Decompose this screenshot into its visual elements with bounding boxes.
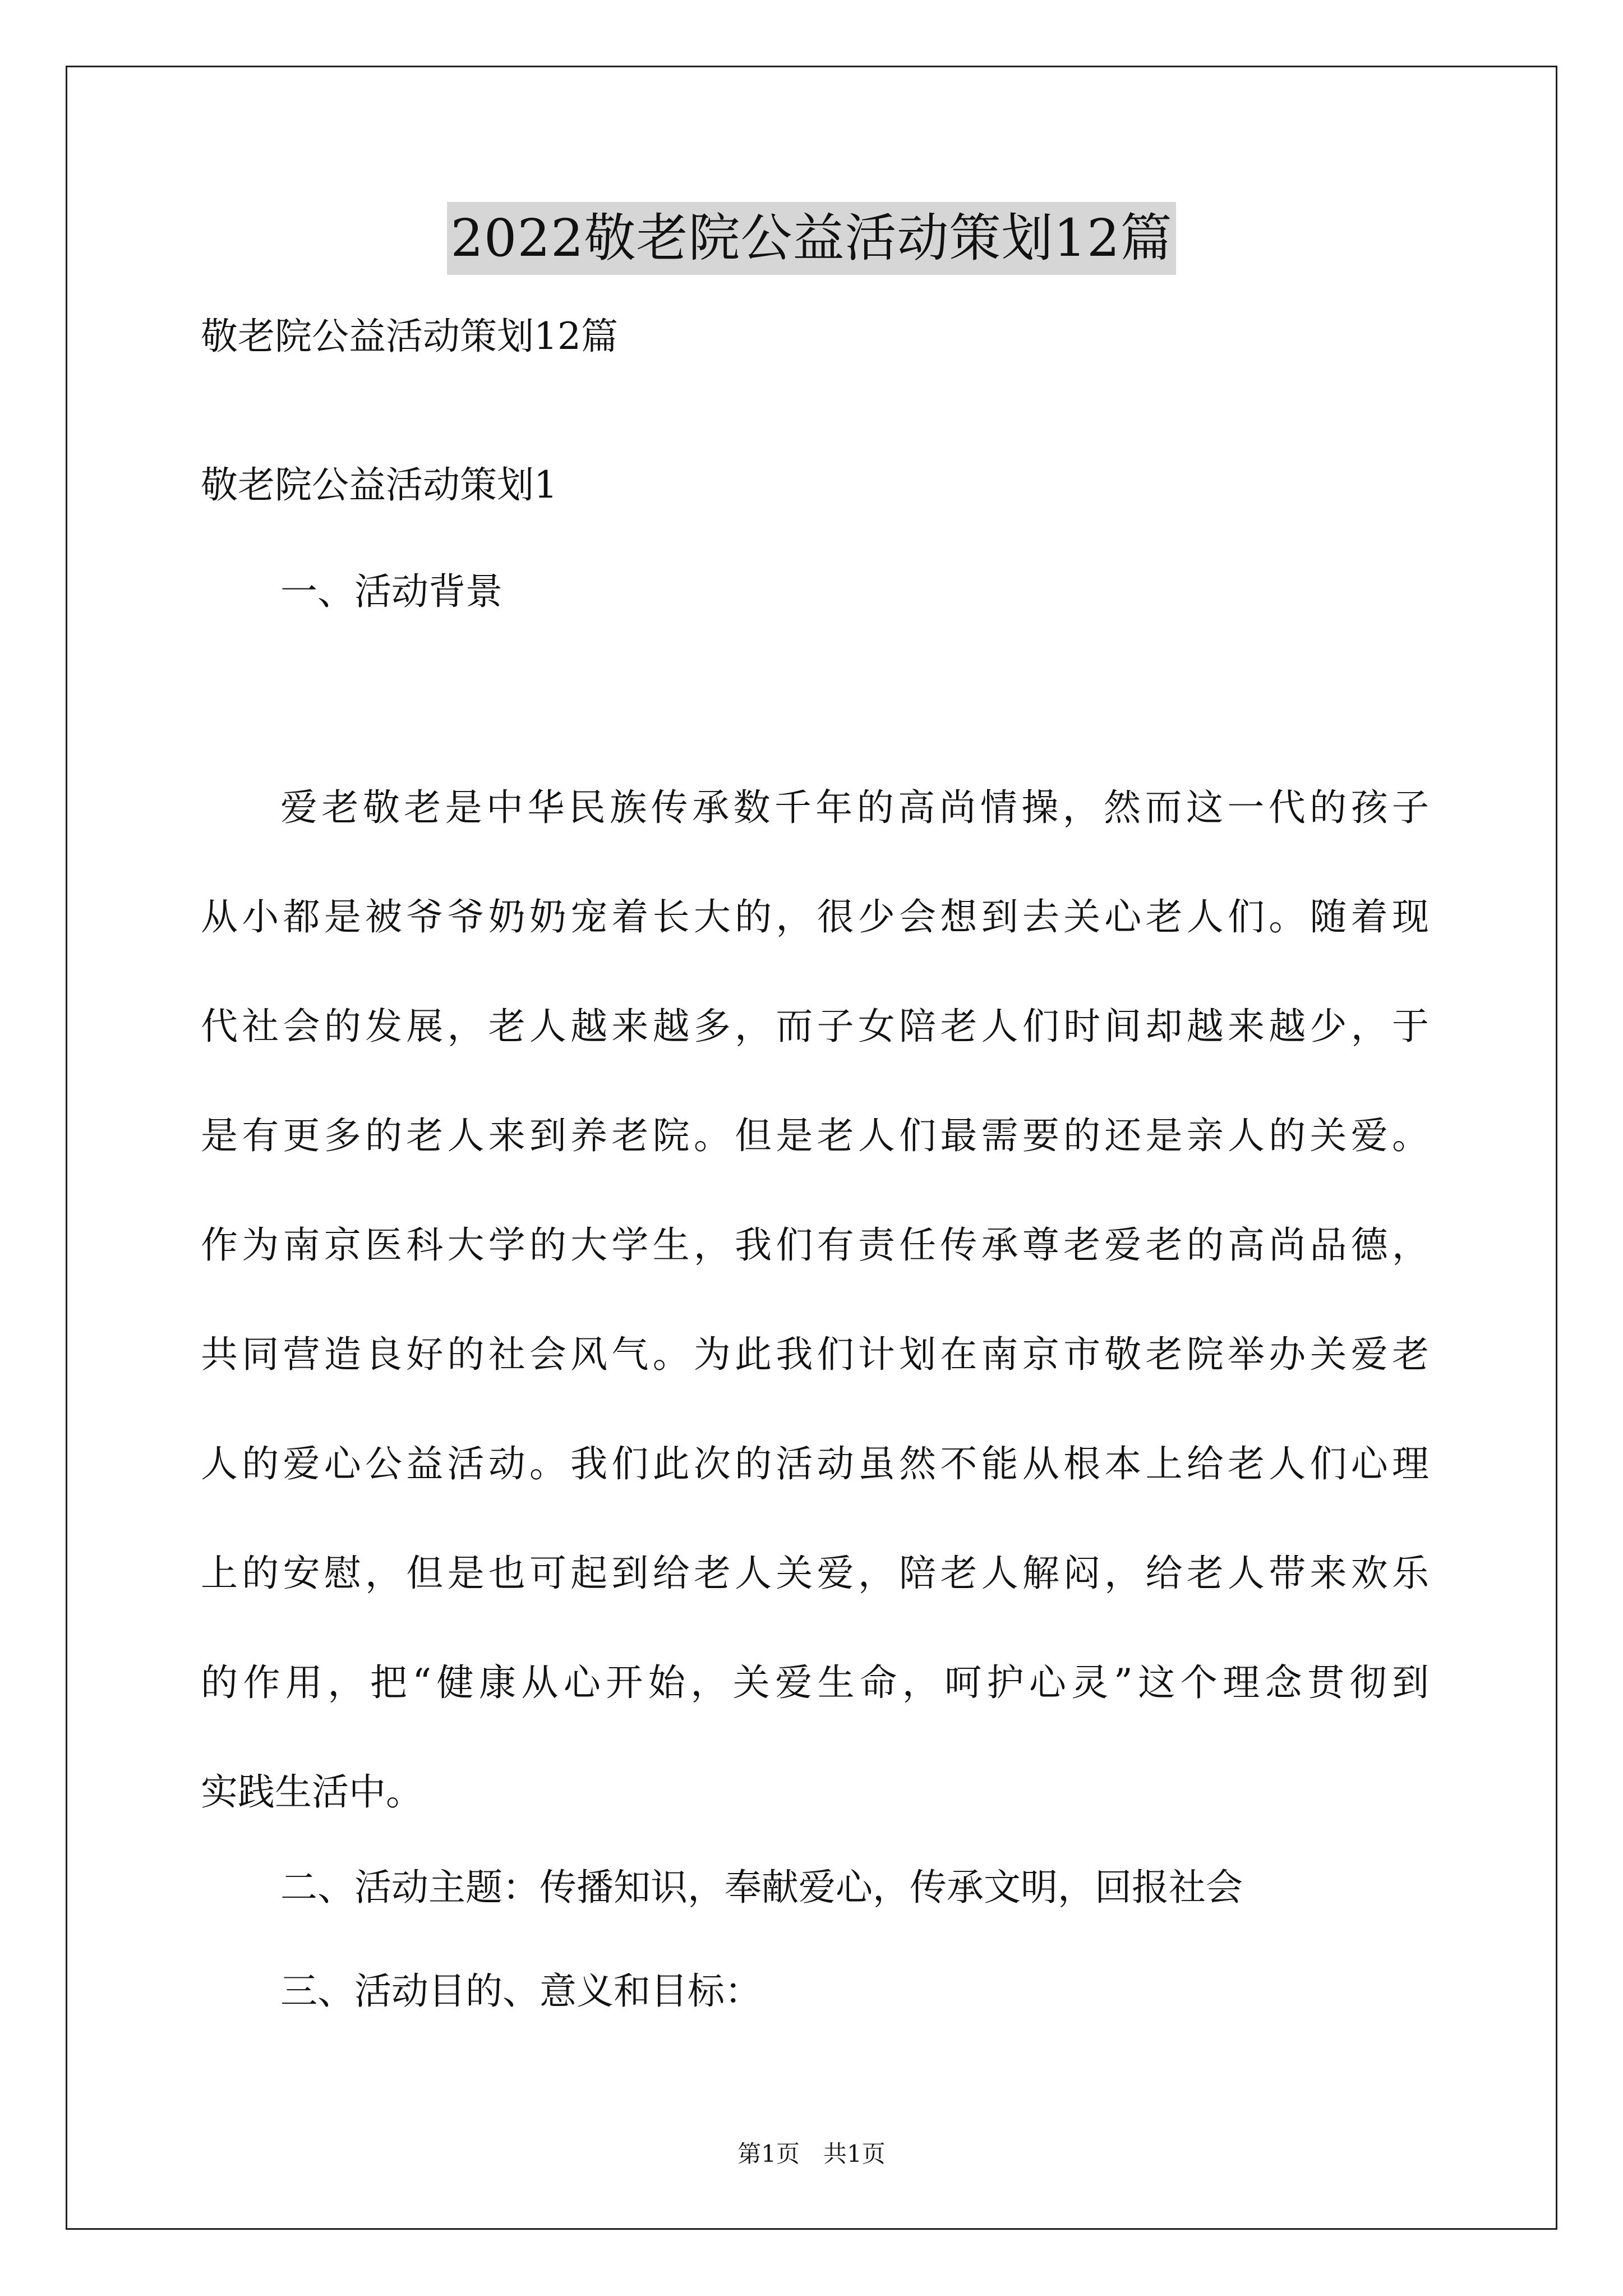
heading-theme: 二、活动主题：传播知识，奉献爱心，传承文明，回报社会 [280, 1866, 1243, 1909]
paragraph-line: 共同营造良好的社会风气。为此我们计划在南京市敬老院举办关爱老 [201, 1333, 1429, 1376]
paragraph-line: 爱老敬老是中华民族传承数千年的高尚情操，然而这一代的孩子 [280, 786, 1429, 829]
document-title: 2022敬老院公益活动策划12篇 [447, 202, 1175, 275]
heading-purpose: 三、活动目的、意义和目标： [280, 1970, 762, 2013]
heading-background: 一、活动背景 [280, 570, 502, 613]
paragraph-line: 是有更多的老人来到养老院。但是老人们最需要的还是亲人的关爱。 [201, 1114, 1429, 1157]
paragraph-line: 上的安慰，但是也可起到给老人关爱，陪老人解闷，给老人带来欢乐 [201, 1552, 1429, 1595]
title-container [0, 202, 1623, 275]
paragraph-line: 实践生活中。 [201, 1770, 423, 1814]
paragraph-line: 的作用，把“健康从心开始，关爱生命，呵护心灵”这个理念贯彻到 [201, 1661, 1429, 1704]
paragraph-line: 人的爱心公益活动。我们此次的活动虽然不能从根本上给老人们心理 [201, 1442, 1429, 1485]
paragraph-line: 代社会的发展，老人越来越多，而子女陪老人们时间却越来越少，于 [201, 1005, 1429, 1048]
paragraph-line: 从小都是被爷爷奶奶宠着长大的，很少会想到去关心老人们。随着现 [201, 895, 1429, 938]
paragraph-line: 作为南京医科大学的大学生，我们有责任传承尊老爱老的高尚品德， [201, 1223, 1429, 1267]
page-footer: 第1页 共1页 [737, 2140, 886, 2168]
subtitle: 敬老院公益活动策划12篇 [201, 315, 618, 358]
section-title: 敬老院公益活动策划1 [201, 463, 557, 507]
